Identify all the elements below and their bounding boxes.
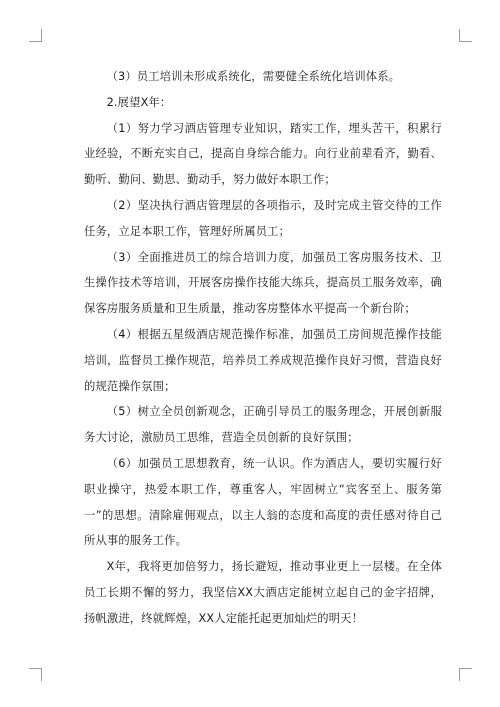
paragraph-training-issue: （3）员工培训未形成系统化，需要健全系统化培训体系。 [106, 70, 401, 83]
paragraph-goal-1: （1）努力学习酒店管理专业知识，踏实工作，埋头苦干，积累行业经验，不断充实自己，提高自身综合能力。向行业前辈看齐，勤看、勤听、勤问、勤思、勤动手，努力做好本职工作； [84, 121, 442, 187]
crop-mark-bottom-right [459, 668, 472, 681]
crop-mark-bottom-left [29, 668, 42, 681]
crop-mark-top-left [29, 29, 42, 42]
paragraph-goal-5: （5）树立全员创新观念，正确引导员工的服务理念，开展创新服务大讨论，激励员工思维，营造全员创新的良好氛围； [84, 405, 442, 445]
section-heading-outlook: 2.展望X年： [106, 95, 172, 109]
paragraph-goal-3: （3）全面推进员工的综合培训力度，加强员工客房服务技术、卫生操作技术等培训，开展客房操作技能大练兵，提高员工服务效率，确保客房服务质量和卫生质量，推动客房整体水平提高一个新台阶； [84, 250, 442, 316]
paragraph-closing: X年，我将更加倍努力，扬长避短，推动事业更上一层楼。在全体员工长期不懈的努力，我坚信XX大酒店定能树立起自己的金字招牌，扬帆激进，终就辉煌，XX人定能托起更加灿烂的明天！ [84, 560, 442, 625]
paragraph-goal-2: （2）坚决执行酒店管理层的各项指示，及时完成主管交待的工作任务，立足本职工作，管理好所属员工； [84, 198, 442, 238]
paragraph-goal-4: （4）根据五星级酒店规范操作标准，加强员工房间规范操作技能培训，监督员工操作规范，培养员工养成规范操作良好习惯，营造良好的规范操作氛围； [84, 327, 442, 393]
crop-mark-top-right [459, 29, 472, 42]
paragraph-goal-6: （6）加强员工思想教育，统一认识。作为酒店人，要切实履行好职业操守，热爱本职工作，尊重客人，牢固树立“宾客至上、服务第一”的思想。清除雇佣观点，以主人翁的态度和高度的责任感对待自己所从事的服务工作。 [84, 456, 442, 548]
document-body [84, 64, 442, 632]
